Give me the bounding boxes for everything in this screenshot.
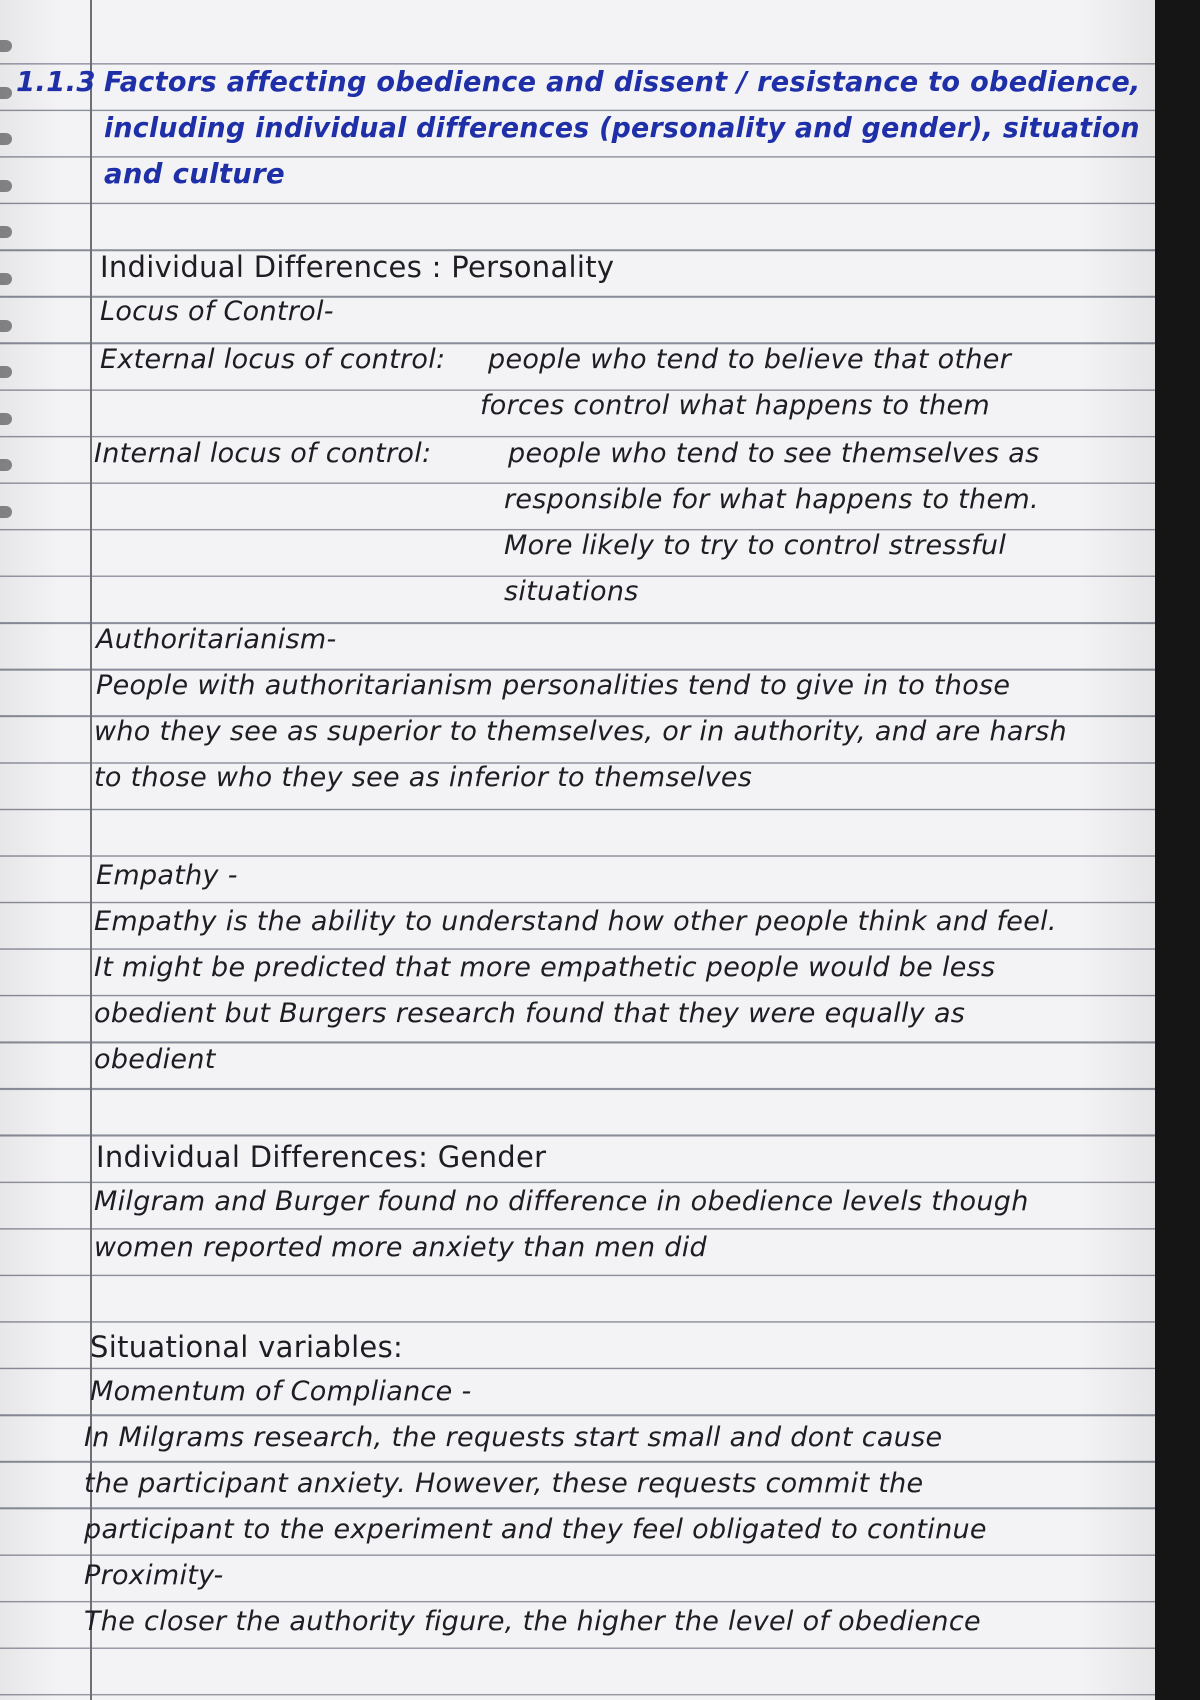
internal-line: people who tend to see themselves as: [508, 438, 1040, 469]
title-line: including individual differences (personality and gender), situation: [104, 112, 1140, 144]
momentum-line: the participant anxiety. However, these requests commit the: [84, 1468, 924, 1499]
empathy-line: obedient: [94, 1044, 216, 1075]
momentum-heading: Momentum of Compliance -: [90, 1376, 472, 1407]
empathy-heading: Empathy -: [96, 860, 238, 891]
section-number: 1.1.3: [16, 66, 96, 98]
title-line: and culture: [104, 158, 285, 190]
binding-holes: [0, 40, 14, 553]
empathy-line: It might be predicted that more empathetic people would be less: [94, 952, 996, 983]
background-edge: [1155, 0, 1200, 1700]
locus-heading: Locus of Control-: [100, 296, 334, 327]
personality-heading: Individual Differences : Personality: [100, 250, 615, 284]
gender-heading: Individual Differences: Gender: [96, 1140, 547, 1174]
proximity-line: The closer the authority figure, the higher the level of obedience: [84, 1606, 981, 1637]
internal-line: responsible for what happens to them.: [504, 484, 1039, 515]
internal-label: Internal locus of control:: [94, 438, 432, 469]
external-line: people who tend to believe that other: [488, 344, 1012, 375]
momentum-line: participant to the experiment and they feel obligated to continue: [84, 1514, 987, 1545]
external-line: forces control what happens to them: [480, 390, 991, 421]
title-line: Factors affecting obedience and dissent / resistance to obedience,: [104, 66, 1141, 98]
gender-line: women reported more anxiety than men did: [94, 1232, 707, 1263]
situational-heading: Situational variables:: [90, 1330, 404, 1364]
authoritarianism-line: who they see as superior to themselves, or in authority, and are harsh: [94, 716, 1067, 747]
authoritarianism-heading: Authoritarianism-: [96, 624, 337, 655]
external-label: External locus of control:: [100, 344, 446, 375]
authoritarianism-line: People with authoritarianism personalities tend to give in to those: [96, 670, 1011, 701]
gender-line: Milgram and Burger found no difference in obedience levels though: [94, 1186, 1029, 1217]
empathy-line: Empathy is the ability to understand how other people think and feel.: [94, 906, 1057, 937]
internal-line: situations: [504, 576, 639, 607]
internal-line: More likely to try to control stressful: [504, 530, 1007, 561]
momentum-line: In Milgrams research, the requests start small and dont cause: [84, 1422, 943, 1453]
empathy-line: obedient but Burgers research found that they were equally as: [94, 998, 966, 1029]
proximity-heading: Proximity-: [84, 1560, 224, 1591]
authoritarianism-line: to those who they see as inferior to themselves: [94, 762, 753, 793]
